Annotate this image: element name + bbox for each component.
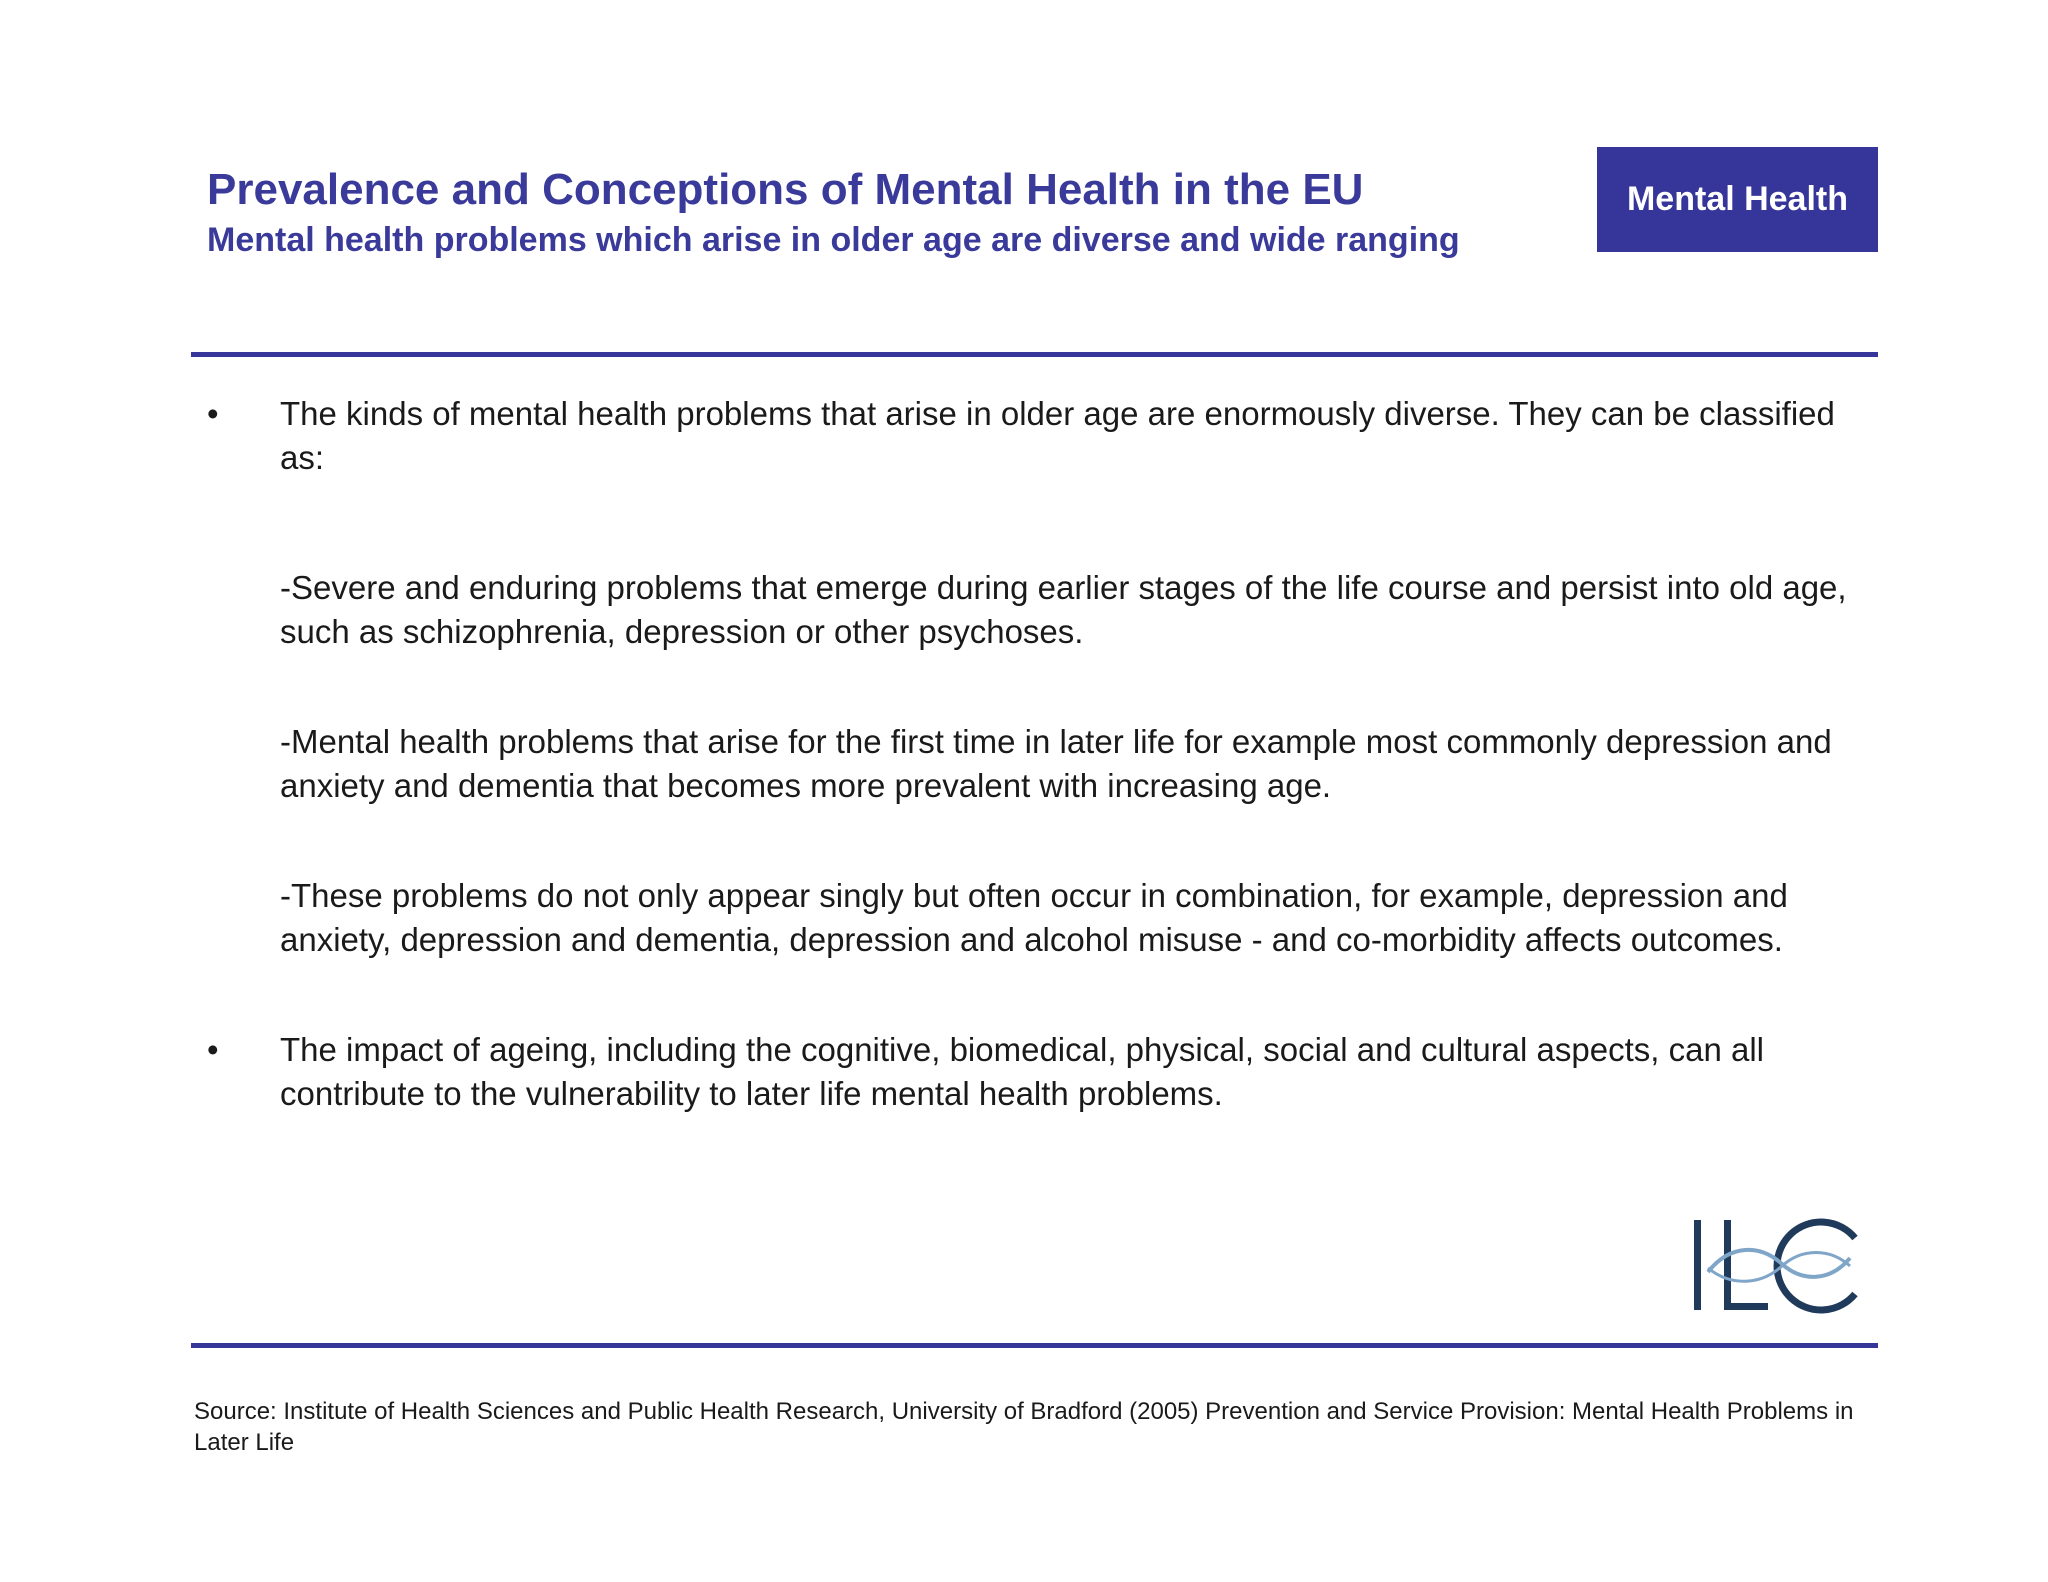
page-title: Prevalence and Conceptions of Mental Health in the EU: [207, 165, 1364, 214]
bullet-text: The impact of ageing, including the cognitive, biomedical, physical, social and cultural aspects, can all contribute to the vulnerability to later life mental health problems.: [280, 1031, 1764, 1112]
bullet-item: [207, 392, 1847, 480]
slide-body: [207, 392, 1847, 1116]
sub-item: -These problems do not only appear singly but often occur in combination, for example, depression and anxiety, depression and dementia, depression and alcohol misuse - and co-morbidity affects outcomes.: [280, 877, 1788, 958]
source-citation: Source: Institute of Health Sciences and Public Health Research, University of Bradford (2005) Prevention and Service Provision: Mental Health Problems in Later Life: [194, 1398, 1854, 1456]
bullet-text: The kinds of mental health problems that arise in older age are enormously diverse. They can be classified as:: [280, 395, 1835, 476]
ilc-logo-icon: [1690, 1214, 1862, 1318]
bullet-item: [207, 1028, 1847, 1116]
page-subtitle: Mental health problems which arise in older age are diverse and wide ranging: [207, 221, 1460, 259]
footer-divider: [191, 1343, 1878, 1348]
header-divider: [191, 352, 1878, 357]
bullet-marker: •: [207, 395, 219, 432]
sub-item: -Severe and enduring problems that emerge during earlier stages of the life course and persist into old age, such as schizophrenia, depression or other psychoses.: [280, 569, 1847, 650]
sub-item: -Mental health problems that arise for the first time in later life for example most commonly depression and anxiety and dementia that becomes more prevalent with increasing age.: [280, 723, 1832, 804]
section-badge-label: Mental Health: [1626, 180, 1849, 218]
bullet-marker: •: [207, 1031, 219, 1068]
section-badge: [1597, 147, 1878, 252]
